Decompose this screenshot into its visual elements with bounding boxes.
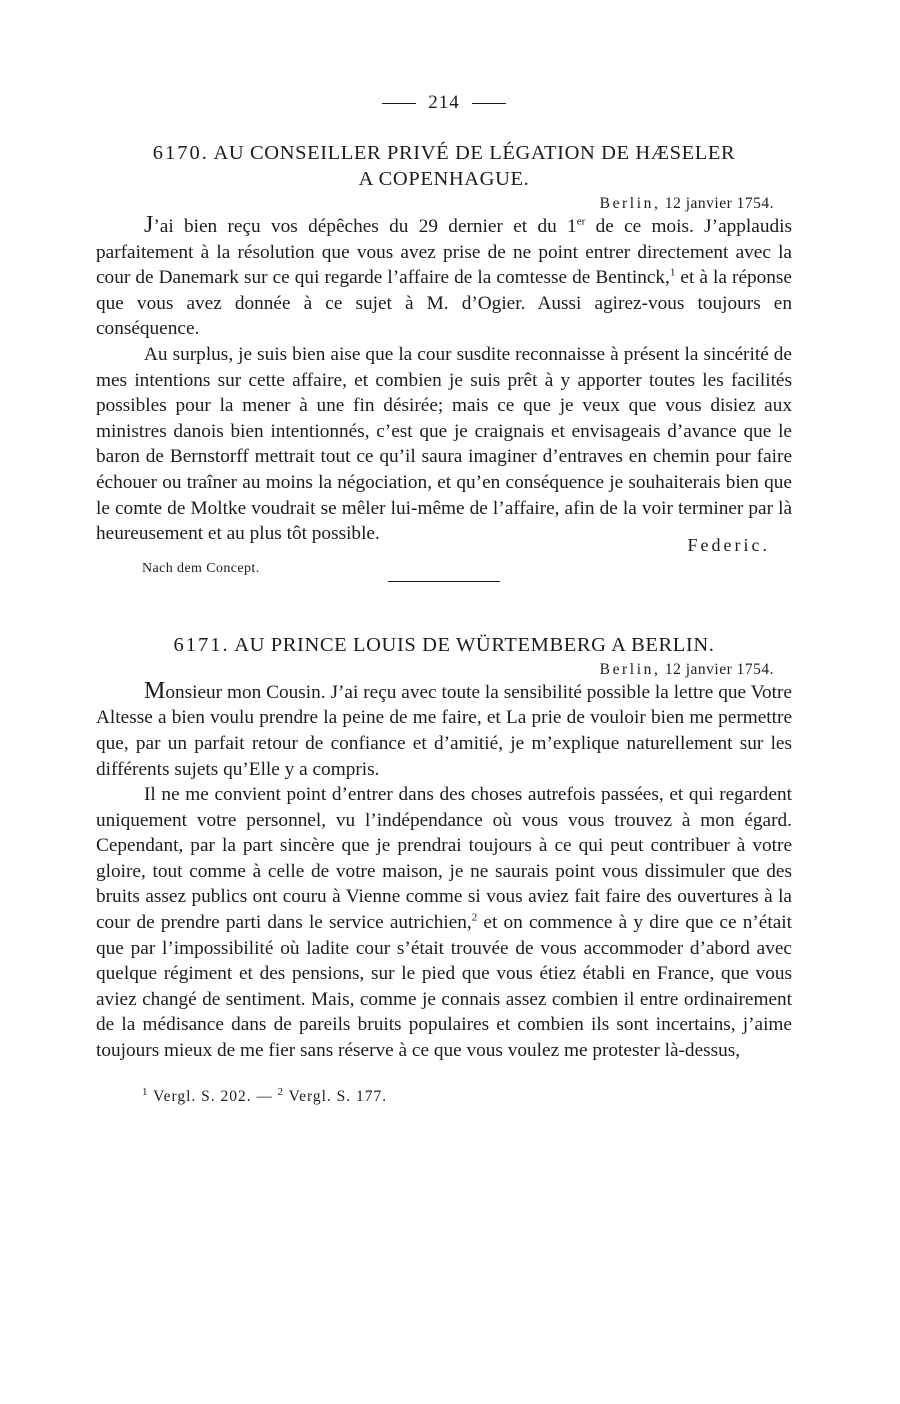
heading-line-1: AU CONSEILLER PRIVÉ DE LÉGATION DE HÆSELER <box>213 142 736 164</box>
paragraph-text: onsieur mon Cousin. J’ai reçu avec toute la sensibilité possible la lettre que Votre Altesse a bien voulu prendre la peine de me faire, et La prie de vouloir bien me permettre que, par un parfait retour de confiance et d’amitié, je m’explique naturellement sur les différents sujets qu’Elle y a compris. <box>96 681 792 780</box>
initial-letter: J <box>144 212 154 238</box>
paragraph-text: ’ai bien reçu vos dépêches du 29 dernier et du 1 <box>153 216 577 237</box>
letter-number: 6171. <box>173 633 230 656</box>
footnote-marker: 1 <box>142 1085 149 1098</box>
paragraph-2: Au surplus, je suis bien aise que la cour susdite reconnaisse à présent la sincérité de mes intentions sur cette affaire, et combien je suis prêt à y apporter toutes les facilités possibles pour la mener à une fin désirée; mais ce que je veux que vous disiez aux ministres danois bien intentionnés, c’est que je craignais et envisageais d’avance que le baron de Bernstorff mettrait tout ce qu’il saura imaginer d’entraves en chemin pour faire échouer ou traîner au moins la négociation, et qu’en conséquence je souhaiterais bien que le comte de Moltke voudrait se mêler lui-même de l’affaire, afin de la voir terminer par là heureusement et au plus tôt possible. <box>96 343 792 545</box>
footnote-text: Vergl. S. 177. <box>288 1087 388 1105</box>
rule-left <box>382 103 416 104</box>
signature: Federic. <box>687 534 770 555</box>
letter-6171 <box>96 632 792 1064</box>
page-number-line <box>96 92 792 114</box>
book-page <box>96 92 792 1106</box>
date-text: 12 janvier 1754. <box>664 660 774 678</box>
dateline <box>96 195 792 213</box>
rule-right <box>472 103 506 104</box>
date-city: Berlin, <box>599 660 661 678</box>
paragraph-text: et on commence à y dire que ce n’était que par l’impossibilité où ladite cour s’était trouvée de vous accommoder d’abord avec quelque régiment et des pensions, sur le pied que vous étiez établi en France, que vous aviez changé de sentiment. Mais, comme je connais assez combien il entre ordinairement de la médisance dans de pareils bruits populaires et combien ils sont incertains, j’aime toujours mieux de me fier sans réserve à ce que vous voulez me protester là-dessus, <box>96 912 792 1062</box>
date-text: 12 janvier 1754. <box>664 195 774 212</box>
paragraph-text: Il ne me convient point d’entrer dans des choses autrefois passées, et qui regardent uniquement votre personnel, vu l’indépendance où vous vous trouvez à mon égard. Cependant, par la part sincère que je prendrai toujours à ce qui peut contribuer à votre gloire, tout comme à celle de votre maison, je ne saurais point vous dissimuler que des bruits assez publics ont couru à Vienne comme si vous aviez fait faire des ouvertures à la cour de prendre parti dans le service autrichien, <box>96 784 792 934</box>
source-note: Nach dem Concept. <box>142 560 260 576</box>
page-number: 214 <box>428 92 460 113</box>
heading-line-2: A COPENHAGUE. <box>358 168 530 190</box>
footnote-text: Vergl. S. 202. — <box>153 1087 274 1105</box>
paragraph-text: de ce mois. J’applaudis parfaitement à la résolution que vous avez prise de ne point entrer directement avec la cour de Danemark sur ce qui regarde l’affaire de la comtesse de Bentinck, <box>96 216 792 289</box>
letter-heading <box>96 632 792 658</box>
paragraph-2 <box>96 782 792 1064</box>
letter-6170 <box>96 140 792 582</box>
paragraph-1 <box>96 679 792 782</box>
footnote-1 <box>142 1085 274 1105</box>
letter-heading <box>96 140 792 192</box>
heading-line: AU PRINCE LOUIS DE WÜRTEMBERG A BERLIN. <box>234 633 715 656</box>
dateline <box>96 661 792 679</box>
footnote-marker: 1 <box>669 266 676 279</box>
signature-row <box>96 534 792 573</box>
letter-number: 6170. <box>152 142 209 164</box>
footnote-marker: 2 <box>471 911 478 924</box>
footnotes <box>96 1085 792 1106</box>
paragraph-1 <box>96 213 792 342</box>
footnote-2 <box>277 1085 388 1105</box>
date-city: Berlin, <box>599 195 661 212</box>
superscript: er <box>576 215 586 228</box>
initial-letter: M <box>144 677 166 704</box>
footnote-marker: 2 <box>277 1085 285 1098</box>
paragraph-text: et à la réponse que vous avez donnée à ce sujet à M. d’Ogier. Aussi agirez-vous toujours en conséquence. <box>96 267 792 340</box>
